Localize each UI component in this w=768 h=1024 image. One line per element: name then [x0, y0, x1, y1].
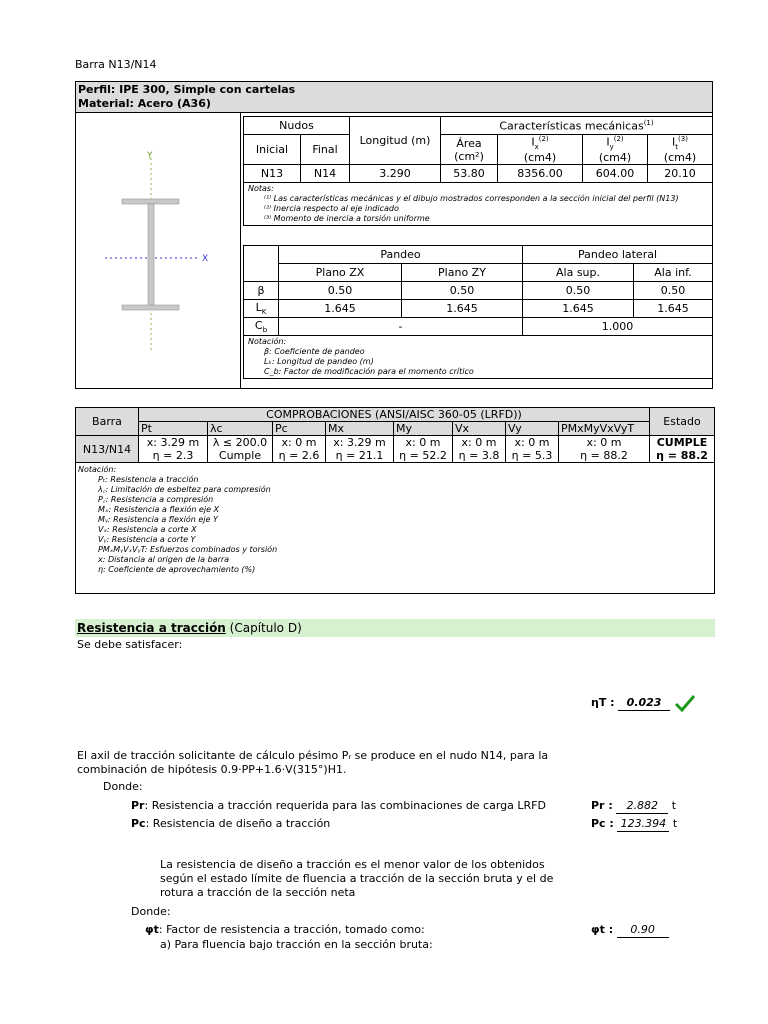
buckling-table: Pandeo Pandeo lateral Plano ZX Plano ZY Ala sup. Ala inf. β 0.50 0.50 0.50 0.50 $L_K$ 1.645 1.645 1.645 1.645 $C_b$ - 1.000 Notación: β: Coeficiente de pandeo Lₖ: Longitud de pandeo (m) C_b: Factor de modificación para el momento crítico	[243, 245, 713, 379]
donde-label-2: Donde:	[131, 905, 171, 918]
doc-title: Barra N13/N14	[75, 58, 157, 71]
header-barra: Barra	[76, 408, 139, 436]
pc-description: Pc: Resistencia de diseño a tracción	[131, 817, 331, 830]
buckling-notation: Notación: β: Coeficiente de pandeo Lₖ: Longitud de pandeo (m) C_b: Factor de modificación para el momento crítico	[244, 336, 713, 379]
web	[148, 204, 154, 305]
header-final: Final	[301, 135, 350, 165]
profile-line: Perfil: IPE 300, Simple con cartelas	[78, 83, 296, 96]
header-longitud: Longitud (m)	[350, 117, 441, 165]
axil-text: El axil de tracción solicitante de cálculo pésimo Pᵣ se produce en el nudo N14, para la combinación de hipótesis 0.9·PP+1.6·V(315°)H1.	[77, 749, 549, 776]
status-badge: CUMPLE η = 88.2	[650, 436, 715, 463]
section-title-link[interactable]: Resistencia a tracción	[77, 621, 226, 635]
checks-notation: Notación: Pₜ: Resistencia a tracción λ꜀: Limitación de esbeltez para compresión P꜀: Resistencia a compresión Mₓ: Resistencia a flexión eje X Mᵧ: Resistencia a flexión eje Y Vₓ: Resistencia a corte X Vᵧ: Resistencia a corte Y PMₓMᵧVₓVᵧT: Esfuerzos combinados y torsión x: Distancia al origen de la barra η: Coeficiente de aprovechamiento (%)	[76, 463, 715, 594]
header-inicial: Inicial	[244, 135, 301, 165]
bottom-flange	[122, 305, 179, 310]
header-area: Área (cm²)	[441, 135, 498, 165]
check-icon	[674, 694, 696, 712]
item-a: a) Para fluencia bajo tracción en la sección bruta:	[160, 938, 433, 951]
table-row: N13 N14 3.290 53.80 8356.00 604.00 20.10	[244, 165, 713, 183]
phi-description: φt: Factor de resistencia a tracción, tomado como:	[145, 923, 425, 936]
pr-value-row: Pr : 2.882 t	[591, 799, 677, 812]
pc-value-row: Pc : 123.394 t	[591, 817, 678, 830]
top-flange	[122, 199, 179, 204]
properties-table	[243, 116, 713, 226]
table-row: $C_b$ - 1.000	[244, 318, 713, 336]
design-paragraph: La resistencia de diseño a tracción es el menor valor de los obtenidos según el estado límite de fluencia a tracción de la sección bruta y el de rotura a tracción de la sección neta	[160, 858, 554, 899]
satisfy-text: Se debe satisfacer:	[77, 638, 183, 651]
material-line: Material: Acero (A36)	[78, 97, 211, 110]
eta-row: ηT : 0.023	[591, 694, 696, 712]
table-row: N13/N14 x: 3.29 m η = 2.3 λ ≤ 200.0 Cumple x: 0 m η = 2.6 x: 3.29 m η = 21.1 x: 0 m η = 52.2 x: 0 m η = 3.8 x: 0 m η = 5.3 x: 0 m η = 88.2 CUMPLE η = 88.2	[76, 436, 715, 463]
section-figure	[75, 113, 241, 389]
pr-description: Pr: Resistencia a tracción requerida para las combinaciones de carga LRFD	[131, 799, 546, 812]
props-notes: Notas: ⁽¹⁾ Las características mecánicas y el dibujo mostrados corresponden a la sección inicial del perfil (N13) ⁽²⁾ Inercia respecto al eje indicado ⁽³⁾ Momento de inercia a torsión uniforme	[244, 183, 713, 226]
header-iy: $I_y^{(2)}$ (cm4)	[583, 135, 648, 165]
header-pandeo: Pandeo	[279, 246, 523, 264]
header-it: $I_t^{(3)}$ (cm4)	[648, 135, 713, 165]
donde-label: Donde:	[103, 780, 143, 793]
table-row: β 0.50 0.50 0.50 0.50	[244, 282, 713, 300]
ipe-section-drawing	[75, 113, 240, 389]
profile-header	[75, 81, 713, 113]
header-nudos: Nudos	[244, 117, 350, 135]
table-row: $L_K$ 1.645 1.645 1.645 1.645	[244, 300, 713, 318]
header-pandeo-lateral: Pandeo lateral	[523, 246, 713, 264]
phi-value-row: φt : 0.90	[591, 923, 669, 938]
header-comprobaciones: COMPROBACIONES (ANSI/AISC 360-05 (LRFD))	[139, 408, 650, 422]
header-caract: Características mecánicas$^{(1)}$	[441, 117, 713, 135]
header-ix: $I_x^{(2)}$ (cm4)	[498, 135, 583, 165]
axis-x-label: X	[202, 254, 209, 264]
header-estado: Estado	[650, 408, 715, 436]
axis-y-label: Y	[147, 151, 153, 161]
section-header: Resistencia a tracción (Capítulo D)	[75, 619, 715, 637]
checks-table: Barra COMPROBACIONES (ANSI/AISC 360-05 (LRFD)) Estado Pt λc Pc Mx My Vx Vy PMxMyVxVyT N13/N14 x: 3.29 m η = 2.3 λ ≤ 200.0 Cumple x: 0 m η = 2.6 x: 3.29 m η = 21.1 x: 0 m η = 52.2 x: 0 m η = 3.8 x: 0 m η = 5.3 x: 0 m η = 88.2 CUMPLE η = 88.2 Notación: Pₜ: Resistencia a tracción λ꜀: Limitación de esbeltez para compresión P꜀: Resistencia a compresión Mₓ: Resistencia a flexión eje X Mᵧ: Resistencia a flexión eje Y Vₓ: Resistencia a corte X Vᵧ: Resistencia a corte Y PMₓMᵧVₓVᵧT: Esfuerzos combinados y torsión x: Distancia al origen de la barra η: Coeficiente de aprovechamiento (%)	[75, 407, 715, 594]
